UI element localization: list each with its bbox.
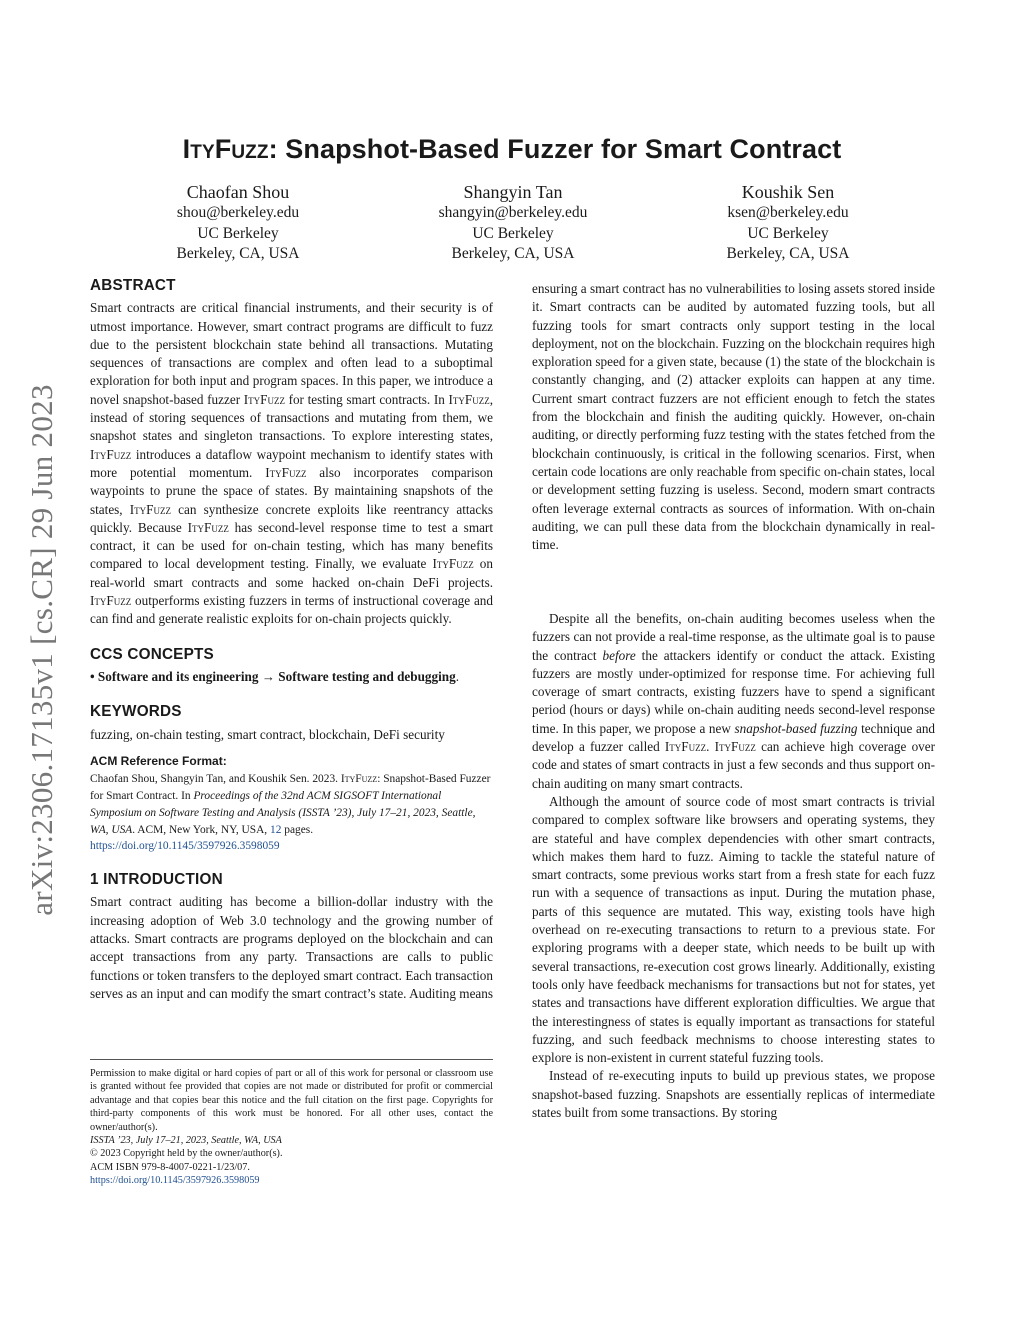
tool-name: ItyFuzz: [265, 464, 307, 480]
title-rest: : Snapshot-Based Fuzzer for Smart Contract: [268, 134, 842, 164]
author-name: Chaofan Shou: [186, 182, 290, 202]
intro-paragraph-1-continued: ensuring a smart contract has no vulnerabilities to losing assets stored inside it. Smart contracts can be audited by automated fuzzing tools, but all fuzzing tools for smart contracts only support testing in the local deployment, not on the blockchain. Fuzzing on the blockchain requires high exploration speed for a given state, because (1) the state of the blockchain is constantly changing, and (2) attacker exploits can happen at any time. Current smart contract fuzzers are not efficient enough to fetch the states from the blockchain and finish the auditing quickly. However, on-chain auditing, or directly performing fuzz testing with the states fetched from the blockchain continuously, is critical in the following scenarios. First, when certain code locations are only reachable from specific on-chain states, local or development setting fuzzing is useless. Second, modern smart contracts often leverage external contracts as sources of information. With on-chain auditing, we can pull these data from the blockchain dynamically in real-time.: [532, 280, 935, 553]
reference-text: Chaofan Shou, Shangyin Tan, and Koushik Sen. 2023. ItyFuzz: Snapshot-Based Fuzzer for Smart Contract. In Proceedings of the 32nd ACM SIGSOFT International Symposium on Software Testing and Analysis (ISSTA ’23), July 17–21, 2023, Seattle, WA, USA. ACM, New York, NY, USA, 12 pages. https://doi.org/10.1145/3597926.3598059: [90, 773, 491, 853]
author-email: shou@berkeley.edu: [176, 204, 300, 221]
footnote-venue: ISSTA ’23, July 17–21, 2023, Seattle, WA, USA: [90, 1135, 282, 1147]
author-affiliation: UC Berkeley: [747, 224, 829, 242]
author-location: Berkeley, CA, USA: [176, 245, 300, 262]
abstract-heading: ABSTRACT: [90, 277, 176, 294]
tool-name: ItyFuzz: [448, 391, 490, 407]
author-name: Shangyin Tan: [463, 182, 563, 202]
arxiv-stamp-text: arXiv:2306.17135v1 [cs.CR] 29 Jun 2023: [24, 384, 59, 916]
author-name: Koushik Sen: [741, 182, 835, 202]
doi-link[interactable]: https://doi.org/10.1145/3597926.3598059: [90, 840, 280, 853]
tool-name: ItyFuzz: [187, 519, 229, 535]
intro-paragraph-4: Instead of re-executing inputs to build up previous states, we propose snapshot-based fuzzing. Snapshots are essentially replicas of intermediate states built from some transactions. By storing: [532, 1068, 935, 1121]
footnote-isbn: ACM ISBN 979-8-4007-0221-1/23/07.: [90, 1161, 250, 1173]
tool-name: ItyFuzz: [714, 739, 756, 755]
author-affiliation: UC Berkeley: [197, 224, 279, 242]
tool-name: ItyFuzz: [432, 556, 474, 572]
permission-footnote: [90, 1059, 493, 1188]
author-email: shangyin@berkeley.edu: [438, 204, 588, 221]
intro-paragraph-3: Although the amount of source code of most smart contracts is trivial compared to complex software like browsers and operating systems, they are stateful and have complex dependencies with other smart contracts, which makes them hard to fuzz. Aiming to tackle the stateful nature of smart contracts, some previous works start from a fresh state for each fuzz run with a sequence of transactions as input. During the mutation phase, parts of this sequence are mutated. This way, existing tools have high overhead on re-executing transactions to return to a previous state. For exploring programs with a deeper state, which needs to be built up with several transactions, re-execution cost grows linearly. Additionally, existing tools only have feedback mechanisms for transactions but not for states, yet states and transactions have different exploration difficulties. We argue that the interestingness of states is equally important as transactions for stateful fuzzing, and such feedback mechnisms to choose interesting states to explore is non-existent in current stateful fuzzing tools.: [532, 793, 935, 1066]
author-block-2: [363, 181, 663, 265]
abstract-text: Smart contracts are critical financial instruments, and their security is of utmost importance. However, smart contract programs are difficult to fuzz due to the persistent blockchain state behind all transactions. Mutating sequences of transactions are complex and often lead to a suboptimal exploration for both input and program spaces. In this paper, we introduce a novel snapshot-based fuzzer ItyFuzz for testing smart contracts. In ItyFuzz, instead of storing sequences of transactions and mutating from them, we snapshot states and singleton transactions. To explore interesting states, ItyFuzz introduces a dataflow waypoint mechanism to identify states with more potential momentum. ItyFuzz also incorporates comparison waypoints to prune the space of states. By maintaining snapshots of the states, ItyFuzz can synthesize concrete exploits like reentrancy attacks quickly. Because ItyFuzz has second-level response time to test a smart contract, it can be used for on-chain testing, which has many benefits compared to local development testing. Finally, we evaluate ItyFuzz on real-world smart contracts and some hacked on-chain DeFi projects. ItyFuzz outperforms existing fuzzers in terms of instructional coverage and can find and generate realistic exploits for on-chain projects quickly.: [90, 300, 493, 627]
tool-name: ItyFuzz: [664, 739, 707, 755]
tool-name: ItyFuzz: [182, 134, 269, 164]
ccs-heading: CCS CONCEPTS: [90, 645, 214, 663]
tool-name: ItyFuzz: [90, 446, 132, 462]
intro-paragraph-1: Smart contract auditing has become a billion-dollar industry with the increasing adoption of Web 3.0 technology and the growing number of attacks. Smart contracts are programs deployed on the blockchain and can accept transactions from any party. Transactions are calls to public functions or token transfers to the deployed smart contract. Each transaction serves as an input and can modify the smart contract’s state. Auditing means: [90, 894, 493, 1001]
ccs-concepts: • Software and its engineering → Software testing and debugging.: [90, 668, 460, 684]
permission-text: Permission to make digital or hard copies of part or all of this work for personal or classroom use is granted without fee provided that copies are not made or distributed for profit or commercial advantage and that copies bear this notice and the full citation on the first page. Copyrights for third-party components of this work must be honored. For all other uses, contact the owner/author(s).: [90, 1068, 493, 1133]
right-column: [532, 280, 935, 1122]
keywords-text: fuzzing, on-chain testing, smart contract, blockchain, DeFi security: [90, 726, 445, 742]
footnote-doi-link[interactable]: https://doi.org/10.1145/3597926.3598059: [90, 1175, 260, 1187]
author-location: Berkeley, CA, USA: [451, 245, 575, 262]
intro-heading: 1 INTRODUCTION: [90, 871, 223, 889]
tool-name: ItyFuzz: [90, 593, 132, 609]
tool-name: ItyFuzz: [340, 773, 378, 786]
author-affiliation: UC Berkeley: [472, 224, 554, 242]
reference-heading: ACM Reference Format:: [90, 753, 227, 768]
intro-paragraph-2: Despite all the benefits, on-chain auditing becomes useless when the fuzzers can not provide a real-time response, as the ultimate goal is to pause the contract before the attackers identify or conduct the attack. Existing fuzzers are mostly under-optimized for response time. For achieving full coverage of smart contracts, existing fuzzers have to spend a significant period (hours or days) while on-chain auditing needs second-level response time. In this paper, we propose a new snapshot-based fuzzing technique and develop a fuzzer called ItyFuzz. ItyFuzz can achieve high coverage over code and states of smart contracts in just a few seconds and thus support on-chain auditing on many smart contracts.: [532, 611, 936, 791]
footnote-copyright: © 2023 Copyright held by the owner/author(s).: [90, 1148, 283, 1160]
author-block-1: [88, 181, 388, 265]
pages-link[interactable]: 12: [270, 823, 282, 836]
tool-name: ItyFuzz: [243, 391, 285, 407]
paper-title: [0, 134, 1024, 165]
author-block-3: [638, 181, 938, 265]
keywords-heading: KEYWORDS: [90, 703, 182, 721]
left-column: [90, 277, 493, 1003]
tool-name: ItyFuzz: [129, 501, 171, 517]
author-email: ksen@berkeley.edu: [727, 204, 849, 221]
author-location: Berkeley, CA, USA: [726, 245, 850, 262]
